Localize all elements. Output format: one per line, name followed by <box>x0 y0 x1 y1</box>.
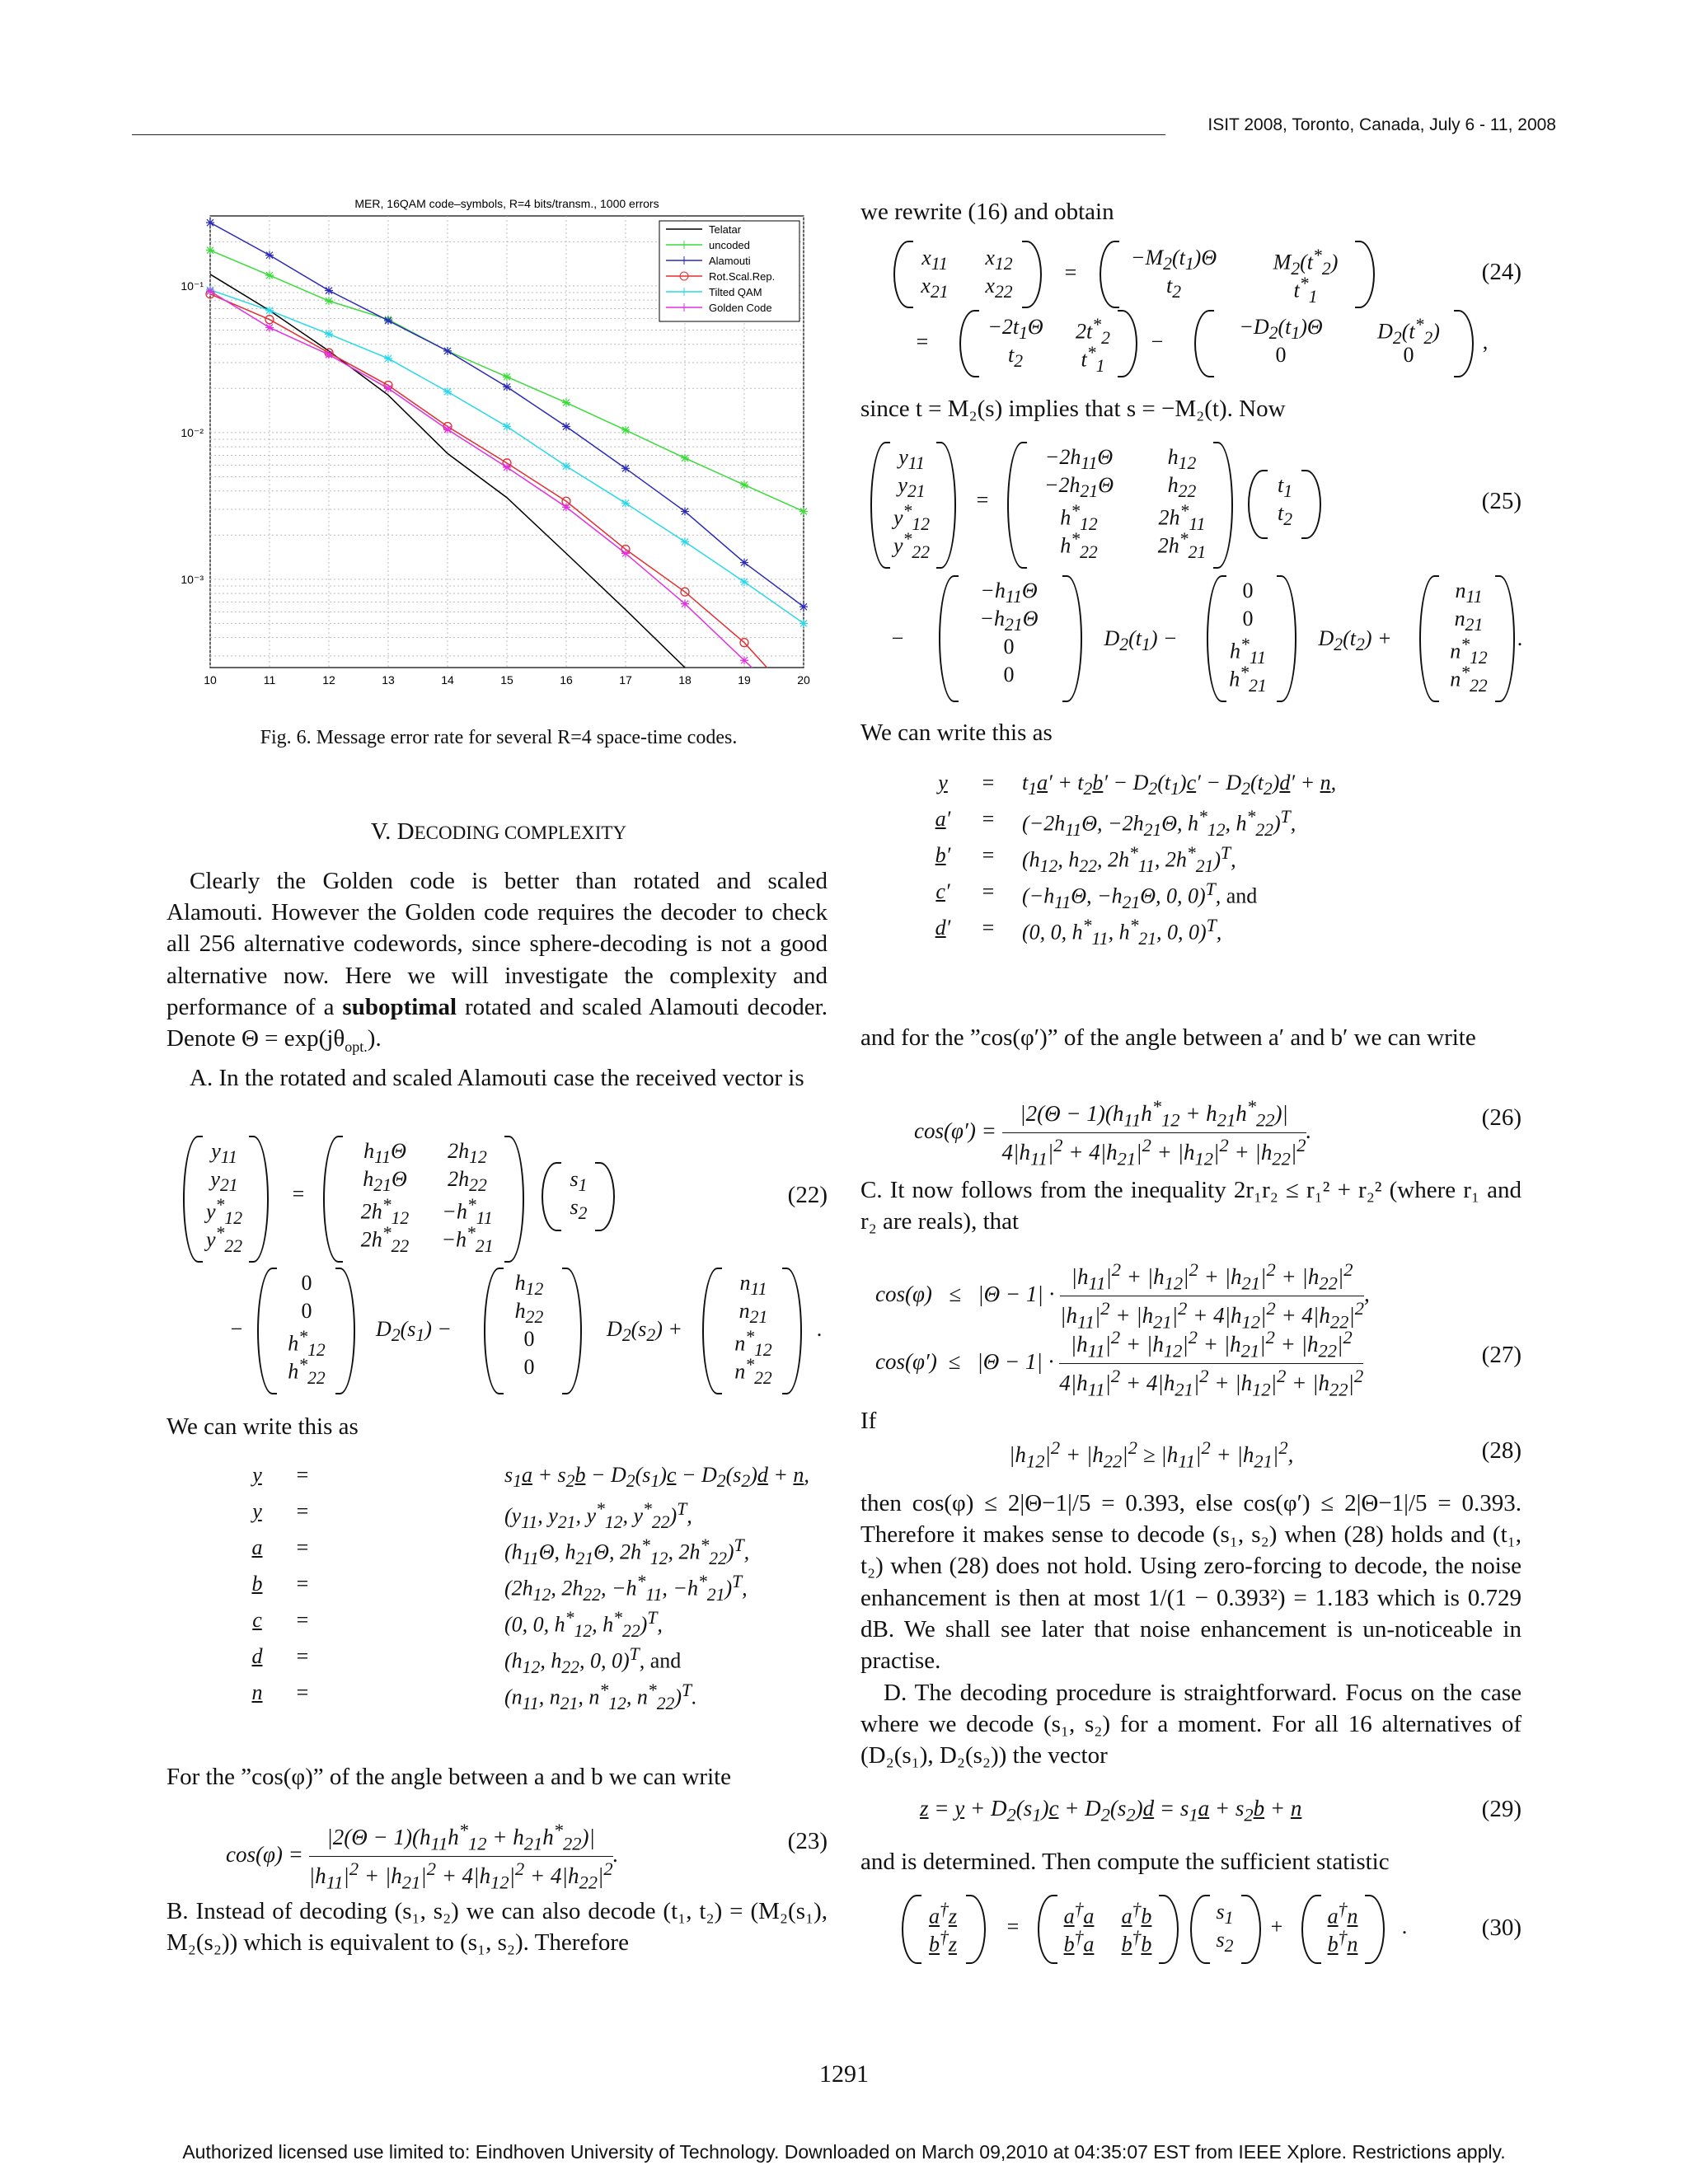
equation-23: cos(φ) = $\frac{|2(\Theta - 1)(h_{11}h^*_{12} + h_{21}h^*_{22})|}{|h_{11}|^2 + |h_{21}|^2 + 4|h_{12}|^2 + 4|h_{22}|^2}$ . (23) <box>226 1820 828 1893</box>
definitions-left: y = $s_1a + s_2b - D_2(s_1)c - D_2(s_2)d + n$, y = ($y_{11}$, $y_{21}$, $y^*_{12}$, $y^*_{22})^T$, a = ($h_{11}\Theta$, $h_{21}\Theta$, $2h^*_{12}$, $2h^*_{22})^T$, b = ($2h_{12}$, $2h_{22}$, $-h^*_{11}$, $-h^*_{21})^T$, c = (0, 0, $h^*_{12}$, $h^*_{22})^T$, d = ($h_{12}$, $h_{22}$, 0, 0)$^T$, and n = ($n_{11}$, $n_{21}$, $n^*_{12}$, $n^*_{22})^T$. <box>251 1463 809 1713</box>
equation-22: $y_{11}$ $y_{21}$ $y^*_{12}$ $y^*_{22}$ = $h_{11}\Theta$ $h_{21}\Theta$ $2h^*_{12}$ $2h^*_{22}$ $2h_{12}$ $2h_{22}$ $-h^*_{11}$ $-h^*_{21}$ $s_1$ $s_2$ (22) − 0 0 $h^*_{12}$ $h^*_{22}$ $D_2(s_1)$ − $h_{12}$ $h_{22}$ 0 0 $D_2(s_2)$ + $n_{11}$ $n_{21}$ $n^*_{12}$ $n^*_{22}$ . <box>166 1129 828 1401</box>
data-point <box>325 330 333 338</box>
y-tick-label: 10⁻¹ <box>181 279 204 293</box>
data-point <box>265 307 274 315</box>
y-tick-label: 10⁻³ <box>181 572 204 586</box>
section-heading <box>132 818 865 846</box>
equation-25: $y_{11}$ $y_{21}$ $y^*_{12}$ $y^*_{22}$ = $-2h_{11}\Theta$ $h_{12}$ $-2h_{21}\Theta$ $h_{22}$ $h^*_{12}$ $2h^*_{11}$ $h^*_{22}$ $2h^*_{21}$ $t_1$ $t_2$ (25) − $-h_{11}\Theta$ $-h_{21}\Theta$ 0 0 $D_2(t_1)$ − 0 0 $h^*_{11}$ $h^*_{21}$ $D_2(t_2)$ + $n_{11}$ $n_{21}$ $n^*_{12}$ $n^*_{22}$ . <box>860 437 1522 709</box>
x-tick-label: 16 <box>560 673 573 687</box>
data-point <box>621 464 630 472</box>
eq26-number: (26) <box>1481 1104 1522 1131</box>
data-point <box>621 499 630 508</box>
mer-chart <box>157 191 816 702</box>
data-point <box>681 508 689 516</box>
x-tick-label: 13 <box>382 673 395 687</box>
equation-30: a†z b†z = a†a a†b b†a b†b $s_1$ $s_2$ + a†n b†n . (30) <box>860 1891 1522 1966</box>
para1-c: ). <box>367 1025 382 1052</box>
data-point <box>265 323 274 331</box>
right-para-c: C. It now follows from the inequality 2r₁r₂ ≤ r₁² + r₂² (where r₁ and r₂ are reals), that <box>860 1177 1522 1235</box>
footer-license: Authorized licensed use limited to: Eindhoven University of Technology. Downloaded on March 09,2010 at 04:35:07 EST from IEEE Xplore. Restrictions apply. <box>182 2141 1506 2163</box>
data-point <box>740 656 748 664</box>
eq24-number: (24) <box>1481 259 1522 285</box>
x-tick-label: 20 <box>797 673 810 687</box>
x-tick-label: 11 <box>263 673 276 687</box>
data-point <box>799 508 808 516</box>
data-point <box>681 600 689 608</box>
section-number: V. <box>370 818 392 845</box>
eq22-number: (22) <box>787 1182 828 1208</box>
data-point <box>325 350 333 359</box>
x-tick-label: 10 <box>204 673 217 687</box>
x-tick-label: 12 <box>322 673 335 687</box>
eq27-number: (27) <box>1481 1342 1522 1368</box>
section-title-first: D <box>396 818 415 845</box>
data-point <box>562 462 570 471</box>
right-para-d: D. The decoding procedure is straightforward. Focus on the case where we decode (s₁, s₂) for a moment. For all 16 alternatives of (D₂(s₁), D₂(s₂)) the vector <box>860 1680 1522 1769</box>
data-point <box>562 423 570 431</box>
left-para-b: B. Instead of decoding (s₁, s₂) we can also decode (t₁, t₂) = (M₂(s₁), M₂(s₂)) which is equivalent to (s₁, s₂). Therefore <box>166 1898 828 1957</box>
data-point <box>265 251 274 260</box>
data-point <box>799 602 808 611</box>
right-since: since t = M₂(s) implies that s = −M₂(t). Now <box>860 396 1286 422</box>
equation-24: $x_{11}$ $x_{12}$ $x_{21}$ $x_{22}$ = $-M_2(t_1)\Theta$ $M_2(t^*_2)$ $t_2$ $t^*_1$ (24) = $-2t_1\Theta$ $2t^*_2$ $t_2$ $t^*_1$ − $-D_2(t_1)\Theta$ $D_2(t^*_2)$ 0 0 , <box>860 237 1522 377</box>
data-point <box>503 423 511 431</box>
data-point <box>443 347 452 355</box>
data-point <box>740 559 748 567</box>
data-point <box>384 316 392 325</box>
right-rewrite: we rewrite (16) and obtain <box>860 199 1114 225</box>
page-number: 1291 <box>819 2060 869 2088</box>
figure-caption: Fig. 6. Message error rate for several R=4 space-time codes. <box>260 727 738 748</box>
right-if: If <box>860 1408 877 1434</box>
para-intro <box>166 865 828 1094</box>
eq23-number: (23) <box>787 1828 828 1854</box>
data-point <box>325 287 333 295</box>
equation-29: $z = y + D_2(s_1)c + D_2(s_2)d = s_1a + s_2b + n$ (29) <box>920 1796 1522 1825</box>
x-tick-label: 15 <box>500 673 513 687</box>
para1-bold: suboptimal <box>342 993 457 1020</box>
data-point <box>503 463 511 471</box>
section-title-rest: ECODING COMPLEXITY <box>414 823 627 843</box>
header-rule <box>132 134 1165 135</box>
data-point <box>740 578 748 586</box>
x-tick-label: 19 <box>738 673 751 687</box>
data-point <box>562 503 570 511</box>
eq29-number: (29) <box>1481 1796 1522 1822</box>
equation-26: cos(φ′) = $\frac{|2(\Theta - 1)(h_{11}h^*_{12} + h_{21}h^*_{22})|}{4|h_{11}|^2 + 4|h_{21}|^2 + |h_{12}|^2 + |h_{22}|^2}$ . (26) <box>914 1096 1522 1169</box>
data-point <box>681 454 689 462</box>
data-point <box>740 480 748 489</box>
para1-a: Clearly the Golden code is better than rotated and scaled Alamouti. However the Golden code requires the decoder to check all 256 alternative codewords, since sphere-decoding is not a good alternative now. Here we will investigate the complexity and performance of a <box>166 868 828 1020</box>
data-point <box>503 382 511 391</box>
conference-header: ISIT 2008, Toronto, Canada, July 6 - 11, 2008 <box>1207 115 1556 134</box>
eq28-number: (28) <box>1481 1437 1522 1464</box>
x-tick-label: 17 <box>619 673 632 687</box>
right-compute: and is determined. Then compute the sufficient statistic <box>860 1849 1390 1875</box>
data-point <box>443 425 452 434</box>
legend-label: Tilted QAM <box>709 286 762 298</box>
right-cos-para: and for the ”cos(φ′)” of the angle between a′ and b′ we can write <box>860 1024 1476 1051</box>
right-we-can-write: We can write this as <box>860 719 1053 746</box>
right-para-then: then cos(φ) ≤ 2|Θ−1|/5 = 0.393, else cos(φ′) ≤ 2|Θ−1|/5 = 0.393. Therefore it makes sense to decode (s₁, s₂) when (28) holds and (t₁, t₂) when (28) does not hold. Using zero-forcing to decode, the noise enhancement is then at most 1/(1 − 0.393²) = 1.183 which is 0.729 dB. We shall see later that noise enhancement is un-noticeable in practise. <box>860 1490 1522 1675</box>
x-tick-label: 14 <box>441 673 454 687</box>
data-point <box>265 271 274 279</box>
eq30-number: (30) <box>1481 1915 1522 1941</box>
legend-label: Golden Code <box>709 302 772 314</box>
data-point <box>325 297 333 305</box>
figure-6 <box>157 191 816 702</box>
data-point <box>206 218 214 227</box>
chart-title: MER, 16QAM code–symbols, R=4 bits/transm., 1000 errors <box>354 197 659 210</box>
left-we-can-write: We can write this as <box>166 1413 359 1440</box>
legend-label: Telatar <box>709 223 742 236</box>
left-cos-para: For the ”cos(φ)” of the angle between a and b we can write <box>166 1764 732 1790</box>
legend-label: uncoded <box>709 239 750 251</box>
data-point <box>621 550 630 558</box>
y-tick-label: 10⁻² <box>181 425 204 439</box>
equation-27: cos(φ) ≤ |Θ − 1| · $\frac{|h_{11}|^2 + |h_{12}|^2 + |h_{21}|^2 + |h_{22}|^2}{|h_{11}|^2 + |h_{21}|^2 + 4|h_{12}|^2 + 4|h_{22}|^2}$ , cos(φ′) ≤ |Θ − 1| · $\frac{|h_{11}|^2 + |h_{12}|^2 + |h_{21}|^2 + |h_{22}|^2}{4|h_{11}|^2 + 4|h_{21}|^2 + |h_{12}|^2 + |h_{22}|^2}$ (27) <box>875 1259 1522 1400</box>
para1-b: rotated and scaled Alamouti decoder. Denote Θ = exp(jθ <box>166 993 828 1052</box>
data-point <box>799 619 808 627</box>
data-point <box>503 373 511 381</box>
para-a: A. In the rotated and scaled Alamouti case the received vector is <box>190 1065 804 1092</box>
definitions-right: y = $t_1a' + t_2b' - D_2(t_1)c' - D_2(t_2)d' + n$, a′ = ($-2h_{11}\Theta$, $-2h_{21}\Theta$, $h^*_{12}$, $h^*_{22})^T$, b′ = ($h_{12}$, $h_{22}$, $2h^*_{11}$, $2h^*_{21})^T$, c′ = ($-h_{11}\Theta$, $-h_{21}\Theta$, 0, 0)$^T$, and d′ = (0, 0, $h^*_{11}$, $h^*_{21}$, 0, 0)$^T$, <box>935 771 1337 949</box>
data-point <box>681 537 689 546</box>
data-point <box>384 354 392 363</box>
eq25-number: (25) <box>1481 488 1522 514</box>
data-point <box>206 287 214 295</box>
para1-sub: opt. <box>345 1038 368 1055</box>
data-point <box>562 399 570 407</box>
data-point <box>206 246 214 255</box>
equation-28: $|h_{12}|^2 + |h_{22}|^2 \ge |h_{11}|^2 + |h_{21}|^2$, (28) <box>1009 1437 1522 1472</box>
x-tick-label: 18 <box>678 673 692 687</box>
data-point <box>384 384 392 392</box>
legend-label: Alamouti <box>709 255 751 267</box>
data-point <box>443 387 452 396</box>
data-point <box>621 426 630 434</box>
legend-label: Rot.Scal.Rep. <box>709 270 776 283</box>
